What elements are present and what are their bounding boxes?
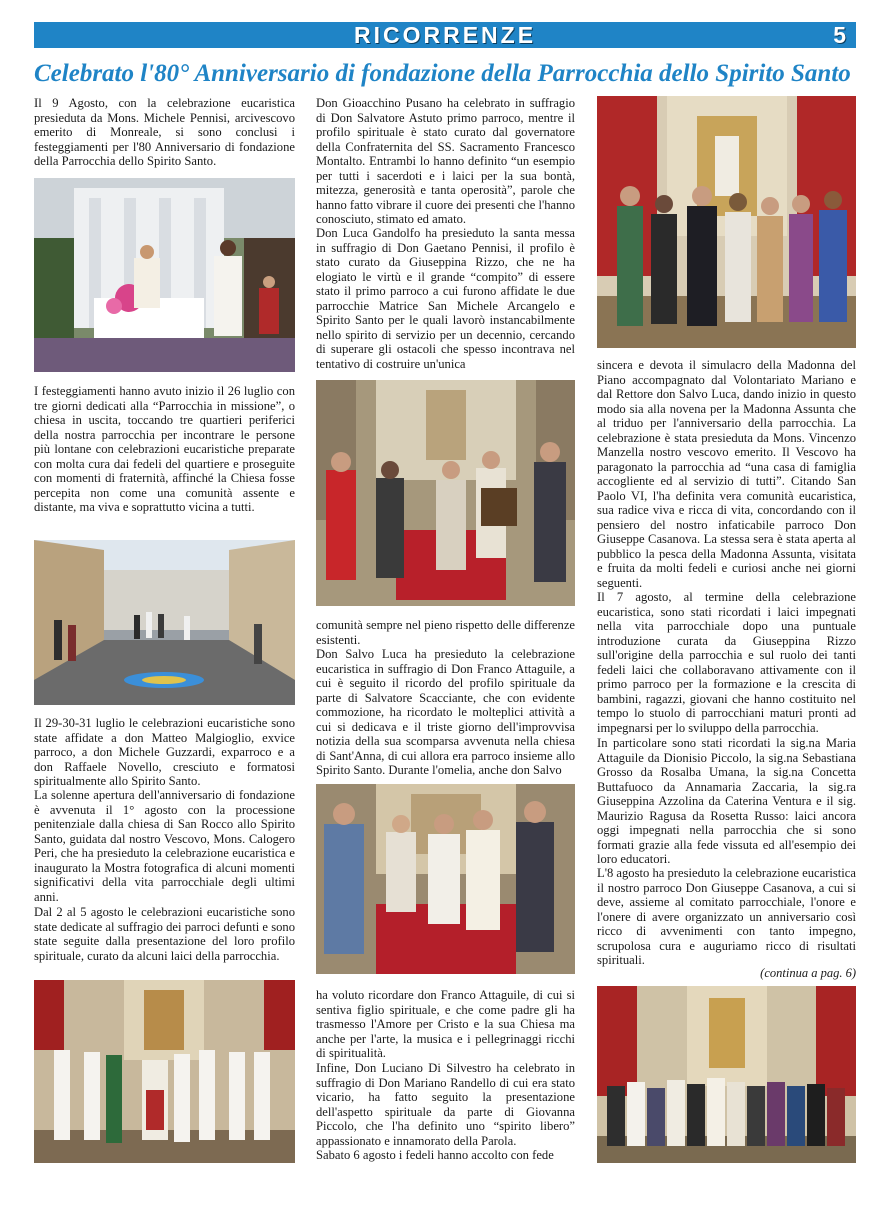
paragraph: Il 29-30-31 luglio le celebrazioni eucaristiche sono state affidate a don Matteo Malgioglio, exvice parroco, a don Michele Guzzardi, exparroco e a don Raffaele Novello, cresciuto e formatosi spiritualmente allo Spirito Santo. xyxy=(34,716,295,788)
paragraph: Sabato 6 agosto i fedeli hanno accolto con fede xyxy=(316,1148,554,1162)
paragraph: I festeggiamenti hanno avuto inizio il 26 luglio con tre giorni dedicati alla “Parrocchia in missione”, o chiesa in uscita, toccando tre quartieri periferici della nostra parrocchia per incontrare le persone più lontane con celebrazioni eucaristiche preparate con molta cura dai fedeli del quartiere e proseguite con momenti di fraternità, affinché la Chiesa fosse percepita non come una comunità assente e distante, ma viva e soprattutto vicina a tutti. xyxy=(34,384,295,514)
paragraph: Il 9 Agosto, con la celebrazione eucaristica presieduta da Mons. Michele Pennisi, arcivescovo emerito di Monreale, si sono conclusi i festeggiamenti per l'80 Anniversario di fondazione della Parrocchia dello Spirito Santo. xyxy=(34,96,295,168)
paragraph: Il 7 agosto, al termine della celebrazione eucaristica, sono stati ricordati i laici impegnati nella vita parrocchiale dopo una puntuale introduzione curata da Giuseppina Rizzo sull'origine della parrocchia e sul ruolo dei tanti fedeli laici che collaboravano attivamente con il primo parroco per la formazione e la crescita di bambini, ragazzi, giovani che hanno costituito nel tempo lo stuolo di parrocchiani maturi pronti ad impegnarsi per lo sviluppo della parrocchia. xyxy=(597,590,856,735)
paragraph: Dal 2 al 5 agosto le celebrazioni eucaristiche sono state dedicate al suffragio dei parroci defunti e sono state seguite dalla presentazione del loro profilo spirituale, curato da alcuni laici della parrocchia. xyxy=(34,905,295,963)
paragraph: In particolare sono stati ricordati la sig.na Maria Attaguile da Dionisio Piccolo, la sig.na Sebastiana Grosso da Rosalba Umana, la sig.na Concetta Buttafuoco da Annamaria Zaccaria, la sig.ra Giuseppina Azzolina da Caterina Ventura e il sig. Maurizio Ragusa da Rosetta Russo: laici ancora oggi impegnati nella parrocchia che si sono formati grazie alla fede vissuta ed all'esempio dei loro educatori. xyxy=(597,736,856,866)
photo-group-sanctuary xyxy=(597,96,856,348)
photo-outdoor-mass xyxy=(34,178,295,372)
paragraph: Don Gioacchino Pusano ha celebrato in suffragio di Don Salvatore Astuto primo parroco, mentre il profilo spirituale è stato curato dal governatore della Confraternita del SS. Sacramento Francesco Montalto. Entrambi lo hanno definito “un esempio per tutti i sacerdoti e i laici per la sua bontà, mitezza, generosità e tanta operosità”, parole che hanno fatto vibrare il cuore dei presenti che l'hanno conosciuto, stimato ed amato. xyxy=(316,96,575,226)
section-header-bar xyxy=(34,22,856,48)
photo-street-procession xyxy=(34,540,295,705)
page-number: 5 xyxy=(833,22,846,48)
paragraph: sincera e devota il simulacro della Madonna del Piano accompagnato dal Volontariato Mariano e dal Rettore don Salvo Luca, dando inizio in questo modo sia alla novena per la Madonna Assunta che al triduo per l'anniversario della parrocchia. La celebrazione è stata presieduta da Mons. Vincenzo Manzella nostro vescovo emerito. Il Vescovo ha paragonato la parrocchia ad “una casa di famiglia accogliente ed al servizio di tutti”. Citando San Paolo VI, l'ha definita vera comunità eucaristica, sua radice viva e ricca di vita, concordando con il pensiero del nostro infaticabile parroco Don Giuseppe Casanova. La stessa sera è stata aperta al pubblico la pesca della Madonna Assunta, visitata e fruita da molti fedeli e curiosi anche nei giorni seguenti. xyxy=(597,358,856,590)
photo-group-with-portrait xyxy=(316,380,575,606)
photo-parish-group xyxy=(597,986,856,1163)
article-headline: Celebrato l'80° Anniversario di fondazione della Parrocchia dello Spirito Santo xyxy=(34,60,851,87)
photo-clergy-group xyxy=(34,980,295,1163)
paragraph: comunità sempre nel pieno rispetto delle differenze esistenti. xyxy=(316,618,575,647)
paragraph: L'8 agosto ha presieduto la celebrazione eucaristica il nostro parroco Don Giuseppe Casanova, a cui si deve, assieme al comitato parrocchiale, l'onore e l'onere di avere organizzato un anniversario così ricco di avvenimenti con tanto impegno, scrupolosa cura e auguriamo ricco di risultati spirituali. xyxy=(597,866,856,967)
section-title: RICORRENZE xyxy=(353,22,537,48)
paragraph: La solenne apertura dell'anniversario di fondazione è avvenuta il 1° agosto con la processione penitenziale dalla chiesa di San Rocco allo Spirito Santo, guidata dal nostro Vescovo, Mons. Calogero Peri, che ha presieduto la celebrazione eucaristica e inaugurato la Mostra fotografica di alcuni momenti significativi della vita parrocchiale degli ultimi anni. xyxy=(34,788,295,904)
paragraph: Infine, Don Luciano Di Silvestro ha celebrato in suffragio di Don Mariano Randello di cui era stato vicario, ha fatto seguito la presentazione dell'aspetto spirituale da parte di Giovanna Piccolo, che l'ha definito uno “spirito libero” appassionato e innamorato della Parola. xyxy=(316,1061,575,1148)
continued-note: (continua a pag. 6) xyxy=(760,966,856,980)
paragraph: Don Luca Gandolfo ha presieduto la santa messa in suffragio di Don Gaetano Pennisi, il profilo è stato curato da Giuseppina Rizzo, che ne ha elogiato le virtù e il grande “compito” di essere stato il primo parroco a cui furono affidate le due parrocchie Matrice San Michele Arcangelo e Spirito Santo per le quali lavorò instancabilmente nello spirito di servizio per un decennio, cercando di superare gli ostacoli che spesso incontrava nel tentativo di costruire un'unica xyxy=(316,226,575,371)
paragraph: ha voluto ricordare don Franco Attaguile, di cui si sentiva figlio spirituale, e che come padre gli ha trasmesso l'Amore per Cristo e la sua Chiesa ma anche per l'arte, la musica e i pellegrinaggi ricchi di spiritualità. xyxy=(316,988,575,1060)
paragraph: Don Salvo Luca ha presieduto la celebrazione eucaristica in suffragio di Don Franco Attaguile, a cui è seguito il ricordo del profilo spirituale da parte di Salvatore Scacciante, che con evidente commozione, ha ricordato le molteplici attività a cui si dedicava e il triste giorno dell'improvvisa notizia della sua scomparsa avvenuta nella chiesa di Sant'Anna, di cui allora era parroco insieme allo Spirito Santo. Durante l'omelia, anche don Salvo xyxy=(316,647,575,777)
photo-group-at-altar xyxy=(316,784,575,974)
